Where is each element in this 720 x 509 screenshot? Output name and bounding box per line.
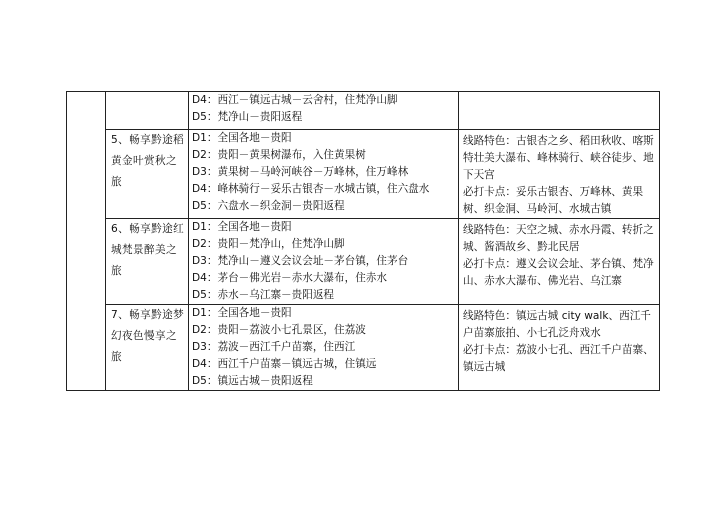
itinerary-cell — [189, 92, 459, 130]
itinerary-day: D5：六盘水－织金洞－贵阳返程 — [192, 200, 345, 212]
feature-cell — [459, 305, 660, 391]
route-name-cell — [106, 219, 189, 305]
itinerary-day: D3：梵净山－遵义会议会址－茅台镇，住茅台 — [192, 255, 409, 267]
itinerary-cell — [189, 130, 459, 219]
must-visit: 必打卡点：荔波小七孔、西江千户苗寨、镇远古城 — [463, 344, 654, 373]
route-name: 7、畅享黔途梦幻夜色慢享之旅 — [111, 309, 185, 363]
itinerary-day: D1：全国各地－贵阳 — [192, 307, 292, 319]
table-row — [67, 219, 660, 305]
itinerary-day: D4：西江千户苗寨－镇远古城，住镇远 — [192, 358, 377, 370]
itinerary-day: D1：全国各地－贵阳 — [192, 221, 292, 233]
itinerary-day: D2：贵阳－黄果树瀑布，入住黄果树 — [192, 149, 366, 161]
index-column-cell — [67, 92, 106, 391]
feature-cell — [459, 219, 660, 305]
table-row — [67, 130, 660, 219]
feature-cell — [459, 130, 660, 219]
table-row — [67, 305, 660, 391]
feature-cell — [459, 92, 660, 130]
route-name: 6、畅享黔途红城梵景醉美之旅 — [111, 223, 185, 277]
itinerary-day: D5：梵净山－贵阳返程 — [192, 111, 303, 123]
itinerary-day: D4：峰林骑行－妥乐古银杏－水城古镇，住六盘水 — [192, 183, 430, 195]
route-name: 5、畅享黔途稻黄金叶赏秋之旅 — [111, 134, 185, 188]
itinerary-day: D1：全国各地－贵阳 — [192, 132, 292, 144]
route-feature: 线路特色：天空之城、赤水丹霞、转折之城、酱酒故乡、黔北民居 — [463, 224, 654, 253]
route-feature: 线路特色：古银杏之乡、稻田秋收、喀斯特壮美大瀑布、峰林骑行、峡谷徒步、地下天宫 — [463, 135, 654, 181]
itinerary-cell — [189, 219, 459, 305]
itinerary-cell — [189, 305, 459, 391]
must-visit: 必打卡点：妥乐古银杏、万峰林、黄果树、织金洞、马岭河、水城古镇 — [463, 186, 644, 215]
route-table — [66, 91, 660, 391]
itinerary-day: D3：荔波－西江千户苗寨，住西江 — [192, 341, 356, 353]
itinerary-day: D5：镇远古城－贵阳返程 — [192, 375, 313, 387]
route-name-cell — [106, 130, 189, 219]
itinerary-day: D3：黄果树－马岭河峡谷－万峰林，住万峰林 — [192, 166, 409, 178]
table-row — [67, 92, 660, 130]
itinerary-day: D5：赤水－乌江寨－贵阳返程 — [192, 289, 335, 301]
route-name-cell — [106, 305, 189, 391]
itinerary-day: D2：贵阳－荔波小七孔景区，住荔波 — [192, 324, 366, 336]
route-name-cell — [106, 92, 189, 130]
itinerary-day: D2：贵阳－梵净山，住梵净山脚 — [192, 238, 345, 250]
itinerary-day: D4：茅台－佛光岩－赤水大瀑布，住赤水 — [192, 272, 387, 284]
route-feature: 线路特色：镇远古城 city walk、西江千户苗寨旅拍、小七孔泛舟戏水 — [463, 310, 651, 339]
itinerary-day: D4：西江－镇远古城－云舍村，住梵净山脚 — [192, 94, 398, 106]
must-visit: 必打卡点：遵义会议会址、茅台镇、梵净山、赤水大瀑布、佛光岩、乌江寨 — [463, 258, 654, 287]
